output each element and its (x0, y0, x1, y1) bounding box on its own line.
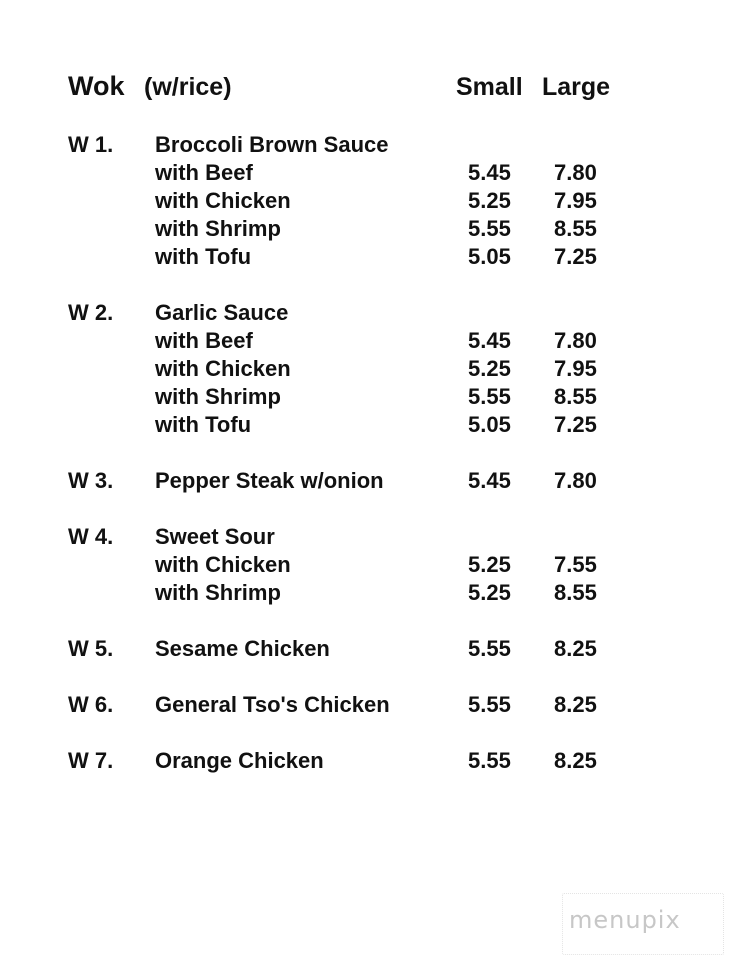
price-large: 8.25 (554, 636, 597, 661)
price-small: 5.25 (468, 188, 511, 213)
price-small: 5.05 (468, 244, 511, 269)
option-label: with Shrimp (155, 580, 281, 605)
price-small: 5.55 (468, 748, 511, 773)
price-large: 8.25 (554, 748, 597, 773)
menu-option-row (0, 579, 742, 607)
price-small: 5.55 (468, 636, 511, 661)
price-large: 8.55 (554, 384, 597, 409)
price-small: 5.25 (468, 552, 511, 577)
menu-option-row (0, 355, 742, 383)
option-label: with Beef (155, 328, 253, 353)
menu-item-w2 (0, 299, 742, 439)
menu-option-row (0, 187, 742, 215)
menu-item-heading (0, 747, 742, 775)
price-large: 8.25 (554, 692, 597, 717)
item-name: Sesame Chicken (155, 636, 330, 661)
option-label: with Chicken (155, 552, 291, 577)
menu-list (0, 131, 742, 803)
menu-item-w6 (0, 691, 742, 719)
menu-item-w4 (0, 523, 742, 607)
menu-option-row (0, 215, 742, 243)
item-code: W 4. (68, 524, 114, 549)
price-large: 7.25 (554, 244, 597, 269)
item-code: W 5. (68, 636, 114, 661)
price-large: 7.80 (554, 468, 597, 493)
menu-option-row (0, 243, 742, 271)
menu-item-w3 (0, 467, 742, 495)
price-small: 5.05 (468, 412, 511, 437)
price-small: 5.45 (468, 160, 511, 185)
menu-item-heading (0, 691, 742, 719)
price-large: 8.55 (554, 216, 597, 241)
watermark-text: menupix (569, 906, 681, 934)
option-label: with Tofu (155, 412, 252, 437)
price-large: 7.80 (554, 328, 597, 353)
option-label: with Tofu (155, 244, 252, 269)
item-name: Sweet Sour (155, 524, 275, 549)
menu-item-heading (0, 467, 742, 495)
menu-option-row (0, 159, 742, 187)
item-name: General Tso's Chicken (155, 692, 390, 717)
menu-item-heading (0, 523, 742, 551)
menu-option-row (0, 551, 742, 579)
item-code: W 3. (68, 468, 114, 493)
option-label: with Chicken (155, 188, 291, 213)
option-label: with Chicken (155, 356, 291, 381)
menu-item-w1 (0, 131, 742, 271)
option-label: with Shrimp (155, 216, 281, 241)
price-large: 7.25 (554, 412, 597, 437)
column-header-small: Small (456, 73, 523, 101)
price-small: 5.45 (468, 328, 511, 353)
item-name: Pepper Steak w/onion (155, 468, 384, 493)
section-title: Wok (68, 71, 125, 101)
price-large: 7.95 (554, 356, 597, 381)
price-large: 8.55 (554, 580, 597, 605)
item-code: W 6. (68, 692, 114, 717)
price-large: 7.80 (554, 160, 597, 185)
menu-item-w7 (0, 747, 742, 775)
price-small: 5.55 (468, 384, 511, 409)
menu-item-heading (0, 635, 742, 663)
item-code: W 7. (68, 748, 114, 773)
price-small: 5.55 (468, 216, 511, 241)
item-name: Garlic Sauce (155, 300, 289, 325)
price-small: 5.25 (468, 580, 511, 605)
menu-item-heading (0, 131, 742, 159)
price-small: 5.25 (468, 356, 511, 381)
menu-option-row (0, 411, 742, 439)
option-label: with Beef (155, 160, 253, 185)
item-code: W 2. (68, 300, 114, 325)
option-label: with Shrimp (155, 384, 281, 409)
menupix-watermark (562, 893, 724, 955)
column-header-large: Large (542, 73, 611, 101)
menu-option-row (0, 327, 742, 355)
menu-item-heading (0, 299, 742, 327)
price-large: 7.55 (554, 552, 597, 577)
price-large: 7.95 (554, 188, 597, 213)
item-code: W 1. (68, 132, 114, 157)
price-small: 5.45 (468, 468, 511, 493)
item-name: Orange Chicken (155, 748, 324, 773)
menu-header (0, 68, 742, 104)
section-subtitle: (w/rice) (144, 73, 232, 101)
menu-item-w5 (0, 635, 742, 663)
item-name: Broccoli Brown Sauce (155, 132, 389, 157)
menu-option-row (0, 383, 742, 411)
price-small: 5.55 (468, 692, 511, 717)
